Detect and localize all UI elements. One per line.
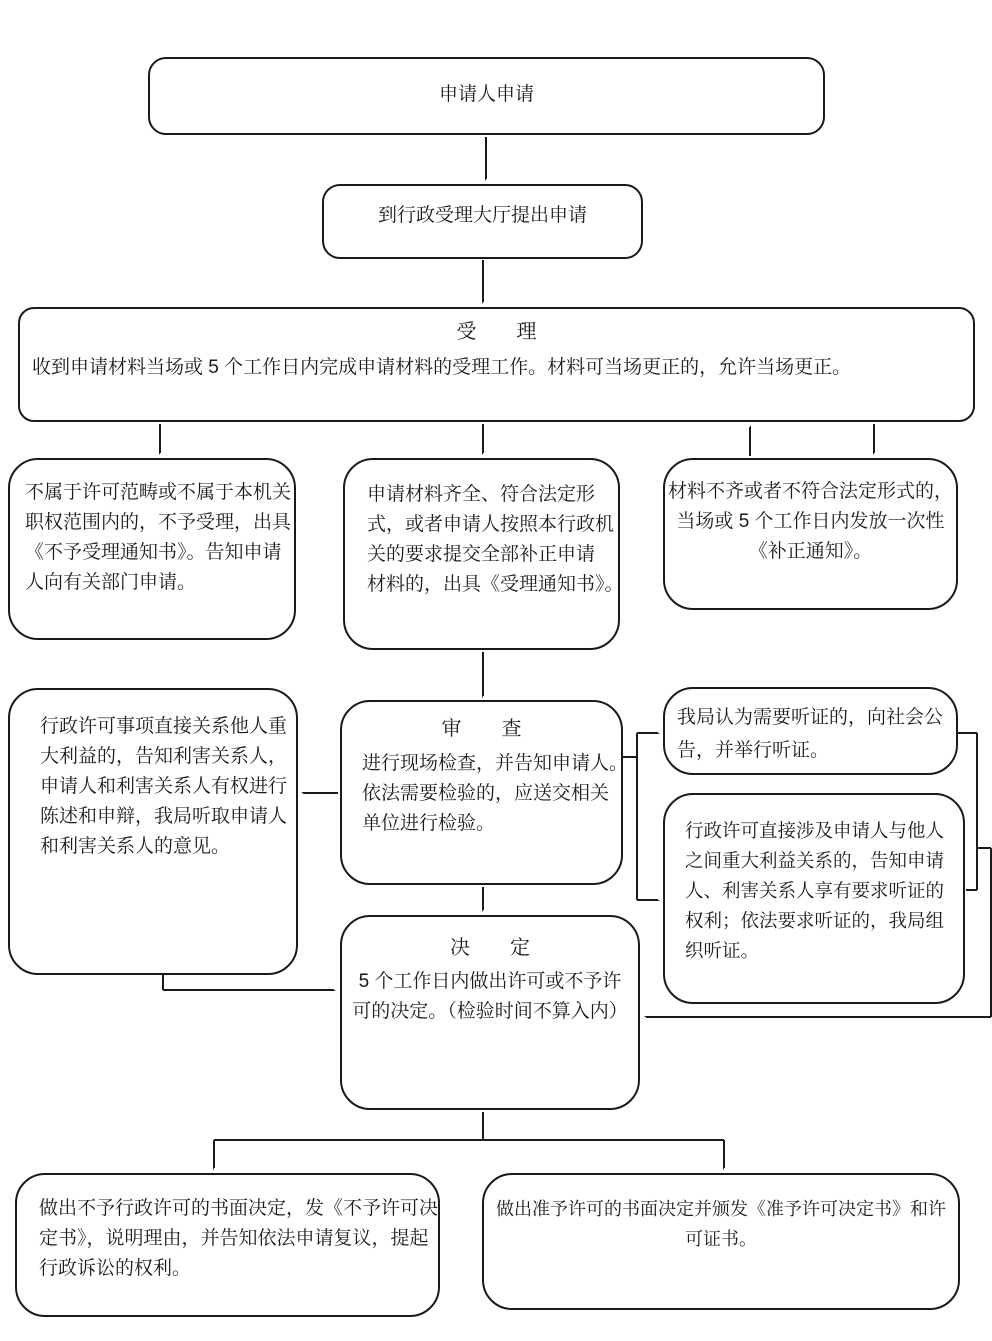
node-deny-line: 行政诉讼的权利。 bbox=[39, 1258, 192, 1279]
node-decision bbox=[340, 915, 640, 1110]
node-hearing-rights bbox=[663, 793, 965, 1004]
node-hearing-rights-line: 行政许可直接涉及申请人与他人 bbox=[685, 820, 945, 841]
node-reject-scope-line: 职权范围内的，不予受理，出具 bbox=[25, 512, 292, 533]
node-complete-line: 申请材料齐全、符合法定形 bbox=[367, 484, 596, 505]
node-hearing-public-line: 我局认为需要听证的，向社会公 bbox=[677, 707, 944, 728]
node-hall bbox=[322, 184, 643, 259]
node-stakeholder-line: 申请人和利害关系人有权进行 bbox=[40, 776, 288, 797]
node-complete-materials bbox=[343, 458, 624, 650]
node-incomplete-line: 当场或 5 个工作日内发放一次性 bbox=[676, 511, 945, 532]
node-reject-scope bbox=[8, 458, 296, 640]
node-accept-title: 受 理 bbox=[456, 321, 537, 343]
node-decision-line: 可的决定。（检验时间不算入内） bbox=[352, 1001, 628, 1022]
node-hearing-rights-line: 权利；依法要求听证的，我局组 bbox=[685, 910, 945, 931]
node-complete-line: 材料的，出具《受理通知书》。 bbox=[367, 574, 624, 595]
node-stakeholder-line: 行政许可事项直接关系他人重 bbox=[40, 716, 288, 737]
node-stakeholder-line: 大利益的，告知利害关系人， bbox=[40, 746, 288, 767]
node-accept-body: 收到申请材料当场或 5 个工作日内完成申请材料的受理工作。材料可当场更正的，允许当场更正。 bbox=[32, 357, 852, 378]
node-complete-line: 关的要求提交全部补正申请 bbox=[367, 544, 596, 565]
node-hearing-rights-line: 织听证。 bbox=[685, 940, 760, 961]
node-reject-scope-line: 人向有关部门申请。 bbox=[25, 572, 197, 593]
node-reject-scope-line: 《不予受理通知书》。告知申请 bbox=[25, 542, 282, 563]
node-incomplete-materials bbox=[663, 458, 958, 610]
node-decision-title: 决 定 bbox=[450, 937, 530, 959]
node-hearing-public-line: 告，并举行听证。 bbox=[677, 740, 830, 761]
node-applicant bbox=[148, 57, 825, 135]
node-review-title: 审 查 bbox=[441, 718, 522, 740]
node-stakeholder-notice bbox=[8, 688, 298, 975]
node-complete-line: 式，或者申请人按照本行政机 bbox=[367, 514, 615, 535]
node-review-line: 单位进行检验。 bbox=[362, 813, 496, 834]
node-review-line: 依法需要检验的，应送交相关 bbox=[362, 783, 610, 804]
node-hall-label: 到行政受理大厅提出申请 bbox=[377, 205, 587, 226]
node-deny-line: 做出不予行政许可的书面决定，发《不予许可决 bbox=[39, 1198, 439, 1219]
node-grant-line: 做出准予许可的书面决定并颁发《准予许可决定书》和许 bbox=[496, 1199, 946, 1219]
node-deny-line: 定书》，说明理由，并告知依法申请复议，提起 bbox=[39, 1228, 429, 1249]
node-incomplete-line: 材料不齐或者不符合法定形式的， bbox=[667, 481, 953, 502]
node-stakeholder-line: 和利害关系人的意见。 bbox=[40, 836, 231, 857]
node-hearing-public bbox=[663, 687, 958, 775]
node-review bbox=[340, 700, 629, 885]
node-accept bbox=[18, 307, 975, 422]
node-stakeholder-line: 陈述和申辩，我局听取申请人 bbox=[40, 806, 288, 827]
node-reject-scope-line: 不属于许可范畴或不属于本机关 bbox=[25, 482, 292, 503]
node-decision-line: 5 个工作日内做出许可或不予许 bbox=[358, 971, 622, 992]
node-hearing-rights-line: 人、利害关系人享有要求听证的 bbox=[685, 880, 945, 901]
node-hearing-rights-line: 之间重大利益关系的，告知申请 bbox=[685, 850, 945, 871]
node-review-line: 进行现场检查，并告知申请人。 bbox=[362, 753, 629, 774]
node-deny-decision bbox=[15, 1173, 440, 1317]
node-grant-decision bbox=[482, 1173, 960, 1310]
node-grant-line: 可证书。 bbox=[685, 1229, 757, 1249]
node-applicant-label: 申请人申请 bbox=[438, 84, 534, 105]
node-incomplete-line: 《补正通知》。 bbox=[748, 541, 873, 562]
